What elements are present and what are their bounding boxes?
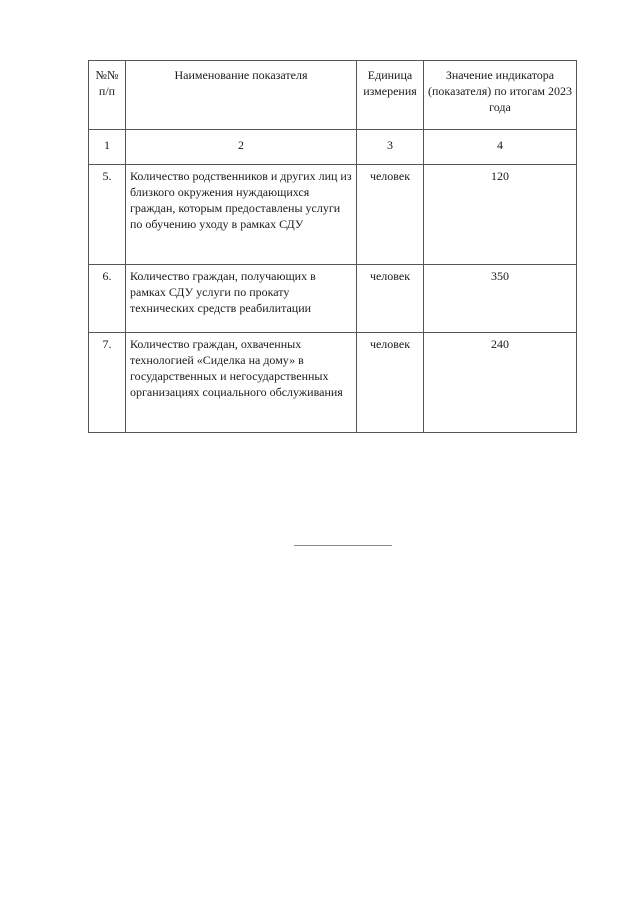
column-index-cell: 2 <box>126 130 357 165</box>
table-header-row <box>89 61 577 130</box>
row-number: 6. <box>89 265 126 333</box>
row-value: 120 <box>424 165 577 265</box>
row-indicator-name: Количество граждан, получающих в рамках СДУ услуги по прокату технических средств реабилитации <box>126 265 357 333</box>
row-number: 7. <box>89 333 126 433</box>
row-unit: человек <box>357 265 424 333</box>
row-unit: человек <box>357 165 424 265</box>
table-row <box>89 165 577 265</box>
column-index-cell: 1 <box>89 130 126 165</box>
row-value: 240 <box>424 333 577 433</box>
column-index-cell: 4 <box>424 130 577 165</box>
header-indicator-value: Значение индикатора (показателя) по итогам 2023 года <box>424 61 577 130</box>
row-number: 5. <box>89 165 126 265</box>
indicators-table <box>88 60 577 433</box>
row-indicator-name: Количество родственников и других лиц из близкого окружения нуждающихся граждан, которым предоставлены услуги по обучению уходу в рамках СДУ <box>126 165 357 265</box>
header-number: №№ п/п <box>89 61 126 130</box>
row-unit: человек <box>357 333 424 433</box>
row-indicator-name: Количество граждан, охваченных технологией «Сиделка на дому» в государственных и негосударственных организациях социального обслуживания <box>126 333 357 433</box>
table-row <box>89 333 577 433</box>
column-index-row <box>89 130 577 165</box>
column-index-cell: 3 <box>357 130 424 165</box>
table-row <box>89 265 577 333</box>
header-unit: Единица измерения <box>357 61 424 130</box>
end-of-table-divider <box>294 545 392 546</box>
row-value: 350 <box>424 265 577 333</box>
header-indicator-name: Наименование показателя <box>126 61 357 130</box>
